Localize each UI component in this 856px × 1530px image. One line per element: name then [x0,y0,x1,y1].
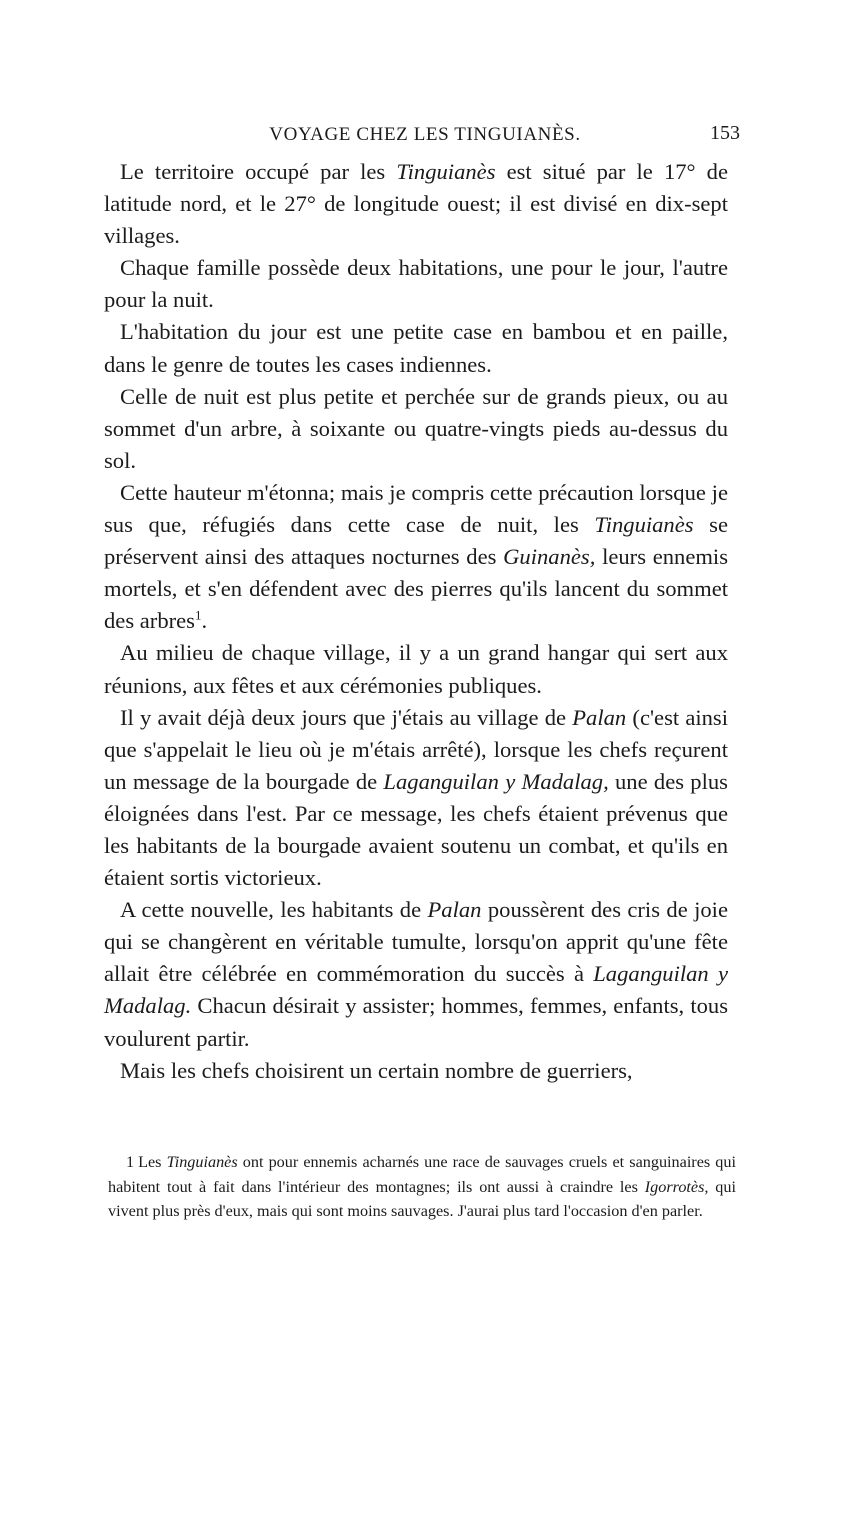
footnote: 1 Les Tinguianès ont pour ennemis acharnés une race de sauvages cruels et sanguinaires qui habitent tout à fait dans l'intérieur des montagnes; ils ont aussi à craindre les Igorrotès, qui vivent plus près d'eux, mais qui sont moins sauvages. J'aurai plus tard l'occasion d'en parler. [108,1153,736,1220]
footnote-number: 1 [126,1153,135,1171]
running-title: VOYAGE CHEZ LES TINGUIANÈS. [269,124,581,145]
paragraph: Chaque famille possède deux habitations, une pour le jour, l'autre pour la nuit. [104,255,728,313]
running-head [110,120,740,150]
paragraph: A cette nouvelle, les habitants de Palan poussèrent des cris de joie qui se changèrent en véritable tumulte, lorsqu'on apprit qu'une fête allait être célébrée en commémoration du succès à Laganguilan y Madalag. Chacun désirait y assister; hommes, femmes, enfants, tous voulurent partir. [104,897,729,1051]
paragraph: Au milieu de chaque village, il y a un grand hangar qui sert aux réunions, aux fêtes et aux cérémonies publiques. [104,640,728,698]
paragraph: Le territoire occupé par les Tinguianès est situé par le 17° de latitude nord, et le 27° de longitude ouest; il est divisé en dix-sept villages. [104,159,728,249]
footnotes [108,1150,736,1224]
paragraph: Cette hauteur m'étonna; mais je compris cette précaution lorsque je sus que, réfugiés dans cette case de nuit, les Tinguianès se préservent ainsi des attaques nocturnes des Guinanès, leurs ennemis mortels, et s'en défendent avec des pierres qu'ils lancent du sommet des arbres$^1$. [104,479,728,634]
paragraph: Celle de nuit est plus petite et perchée sur de grands pieux, ou au sommet d'un arbre, à soixante ou quatre-vingts pieds au-dessus du sol. [104,383,728,473]
page-number: 153 [710,122,740,144]
footnote-reference[interactable]: 1 [194,607,202,623]
body-text [104,156,728,1087]
paragraph: Il y avait déjà deux jours que j'étais au village de Palan (c'est ainsi que s'appelait le lieu où je m'étais arrêté), lorsque les chefs reçurent un message de la bourgade de Laganguilan y Madalag, une des plus éloignées dans l'est. Par ce message, les chefs étaient prévenus que les habitants de la bourgade avaient soutenu un combat, et qu'ils en étaient sortis victorieux. [104,704,728,891]
paragraph: Mais les chefs choisirent un certain nombre de guerriers, [120,1057,633,1083]
paragraph: L'habitation du jour est une petite case en bambou et en paille, dans le genre de toutes les cases indiennes. [104,319,728,377]
